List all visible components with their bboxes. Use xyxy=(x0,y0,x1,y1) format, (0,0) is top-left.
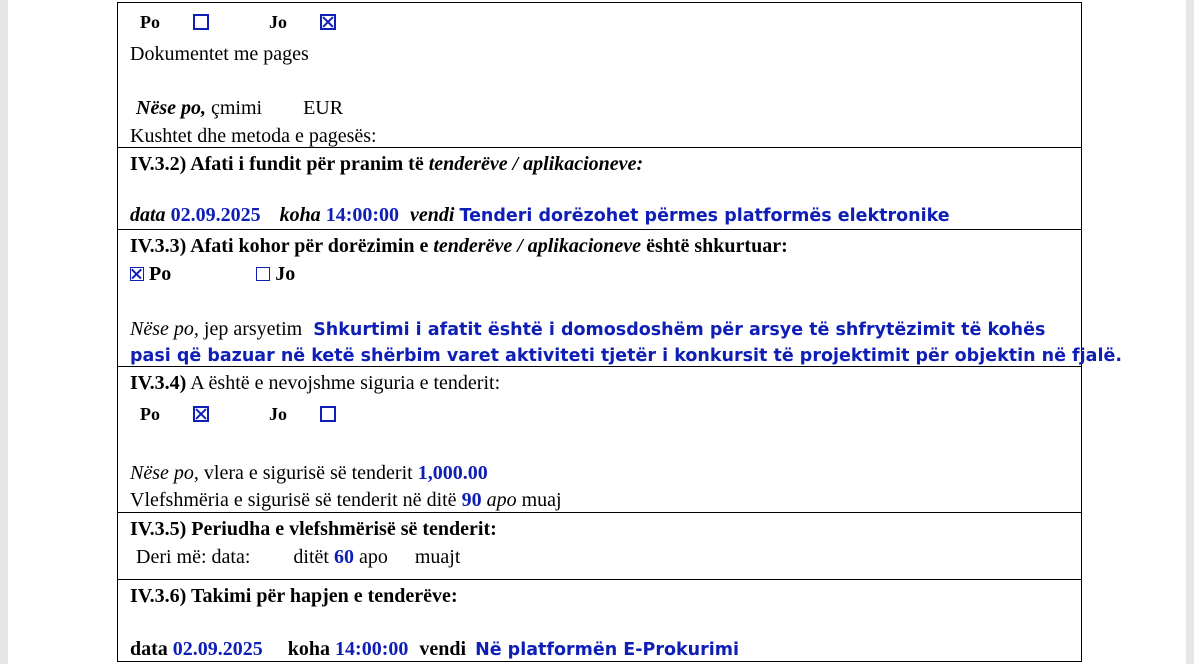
iv-3-6-date: 02.09.2025 xyxy=(172,638,263,660)
iv-3-3-reason-label: jep arsyetim xyxy=(203,318,303,340)
iv-3-6-time: 14:00:00 xyxy=(335,638,409,660)
payment-po-label: Po xyxy=(140,12,160,32)
payment-price-line xyxy=(130,97,343,119)
iv-3-4-if-yes: Nëse po xyxy=(130,462,194,484)
iv-3-6-heading: IV.3.6) Takimi për hapjen e tenderëve: xyxy=(130,585,458,607)
iv-3-3-heading-italic: tenderëve / aplikacioneve xyxy=(433,235,642,257)
iv-3-3-reason-text1: Shkurtimi i afatit është i domosdoshëm për arsye të shfrytëzimit të kohës xyxy=(313,320,1046,340)
iv-3-5-details xyxy=(130,546,460,568)
iv-3-4-po-label: Po xyxy=(140,404,160,424)
payment-po-checkbox[interactable] xyxy=(193,14,209,30)
payment-docs-section xyxy=(117,2,1082,148)
left-page-gutter xyxy=(0,0,8,664)
iv-3-4-validity-line xyxy=(130,489,562,511)
iv-3-4-validity-label: Vlefshmëria e sigurisë së tenderit në ditë xyxy=(130,489,457,511)
payment-jo-label: Jo xyxy=(269,12,287,32)
iv-3-4-heading-text: A është e nevojshme siguria e tenderit: xyxy=(190,372,501,394)
iv-3-4-heading-number: IV.3.4) xyxy=(130,372,187,394)
section-iv-3-6 xyxy=(117,580,1082,662)
iv-3-5-days-label: ditët xyxy=(293,546,329,568)
payment-price-label: çmimi xyxy=(210,97,263,119)
iv-3-3-jo-label: Jo xyxy=(275,263,296,285)
payment-currency: EUR xyxy=(303,97,344,119)
iv-3-3-if-yes: Nëse po, xyxy=(130,318,199,340)
iv-3-6-time-label: koha xyxy=(287,638,331,660)
iv-3-4-value-line xyxy=(130,462,488,484)
iv-3-3-reason-line2 xyxy=(130,344,1122,367)
iv-3-3-heading-suffix: është shkurtuar: xyxy=(646,235,788,257)
iv-3-4-jo-label: Jo xyxy=(269,404,287,424)
iv-3-5-heading: IV.3.5) Periudha e vlefshmërisë së tenderit: xyxy=(130,518,497,540)
iv-3-3-jo-checkbox[interactable] xyxy=(256,267,270,281)
iv-3-3-po-checkbox[interactable] xyxy=(130,267,144,281)
iv-3-4-jo-checkbox[interactable] xyxy=(320,406,336,422)
iv-3-2-time: 14:00:00 xyxy=(325,204,400,226)
payment-jo-checkbox[interactable] xyxy=(320,14,336,30)
iv-3-6-details xyxy=(130,638,739,661)
iv-3-4-po-checkbox[interactable] xyxy=(193,406,209,422)
section-iv-3-2 xyxy=(117,148,1082,230)
section-iv-3-4 xyxy=(117,367,1082,513)
section-iv-3-3 xyxy=(117,230,1122,367)
iv-3-5-until-label: Deri më: data: xyxy=(136,546,251,568)
iv-3-4-months-label: muaj xyxy=(521,489,562,511)
tender-document xyxy=(117,0,1122,662)
iv-3-4-or-label: apo xyxy=(486,489,517,511)
section-iv-3-5 xyxy=(117,513,1082,580)
iv-3-2-date: 02.09.2025 xyxy=(170,204,261,226)
iv-3-2-place: Tenderi dorëzohet përmes platformës elektronike xyxy=(459,206,950,226)
iv-3-3-reason-text2: pasi që bazuar në ketë shërbim varet aktiviteti tjetër i konkursit të projektimit për objektin në fjalë. xyxy=(130,346,1122,366)
iv-3-2-details xyxy=(130,204,950,227)
iv-3-5-months-label: muajt xyxy=(414,546,461,568)
iv-3-2-heading-italic: tenderëve / aplikacioneve: xyxy=(428,153,644,175)
iv-3-2-heading xyxy=(130,153,643,175)
iv-3-4-value-label: , vlera e sigurisë së tenderit xyxy=(193,462,413,484)
right-page-gutter xyxy=(1186,0,1194,664)
iv-3-3-heading-text: IV.3.3) Afati kohor për dorëzimin e xyxy=(130,235,429,257)
payment-docs-text: Dokumentet me pages xyxy=(130,43,309,65)
iv-3-2-place-label: vendi xyxy=(410,204,455,226)
iv-3-2-time-label: koha xyxy=(279,204,321,226)
payment-terms: Kushtet dhe metoda e pagesës: xyxy=(130,125,377,147)
iv-3-6-date-label: data xyxy=(130,638,168,660)
iv-3-2-heading-text: IV.3.2) Afati i fundit për pranim të xyxy=(130,153,424,175)
iv-3-4-validity-days: 90 xyxy=(461,489,482,511)
iv-3-5-days: 60 xyxy=(333,546,354,568)
iv-3-2-date-label: data xyxy=(130,204,166,226)
iv-3-6-place: Në platformën E-Prokurimi xyxy=(475,640,739,660)
iv-3-3-options xyxy=(130,263,295,285)
iv-3-3-reason-line1 xyxy=(130,318,1045,341)
iv-3-4-heading xyxy=(130,372,500,394)
iv-3-6-place-label: vendi xyxy=(419,638,467,660)
payment-docs-options xyxy=(130,11,336,33)
iv-3-3-heading xyxy=(130,235,788,257)
iv-3-5-or-label: apo xyxy=(358,546,388,568)
iv-3-3-po-label: Po xyxy=(149,263,172,285)
iv-3-4-options xyxy=(130,403,336,425)
payment-if-yes: Nëse po, xyxy=(136,97,206,119)
iv-3-4-value: 1,000.00 xyxy=(417,462,488,484)
